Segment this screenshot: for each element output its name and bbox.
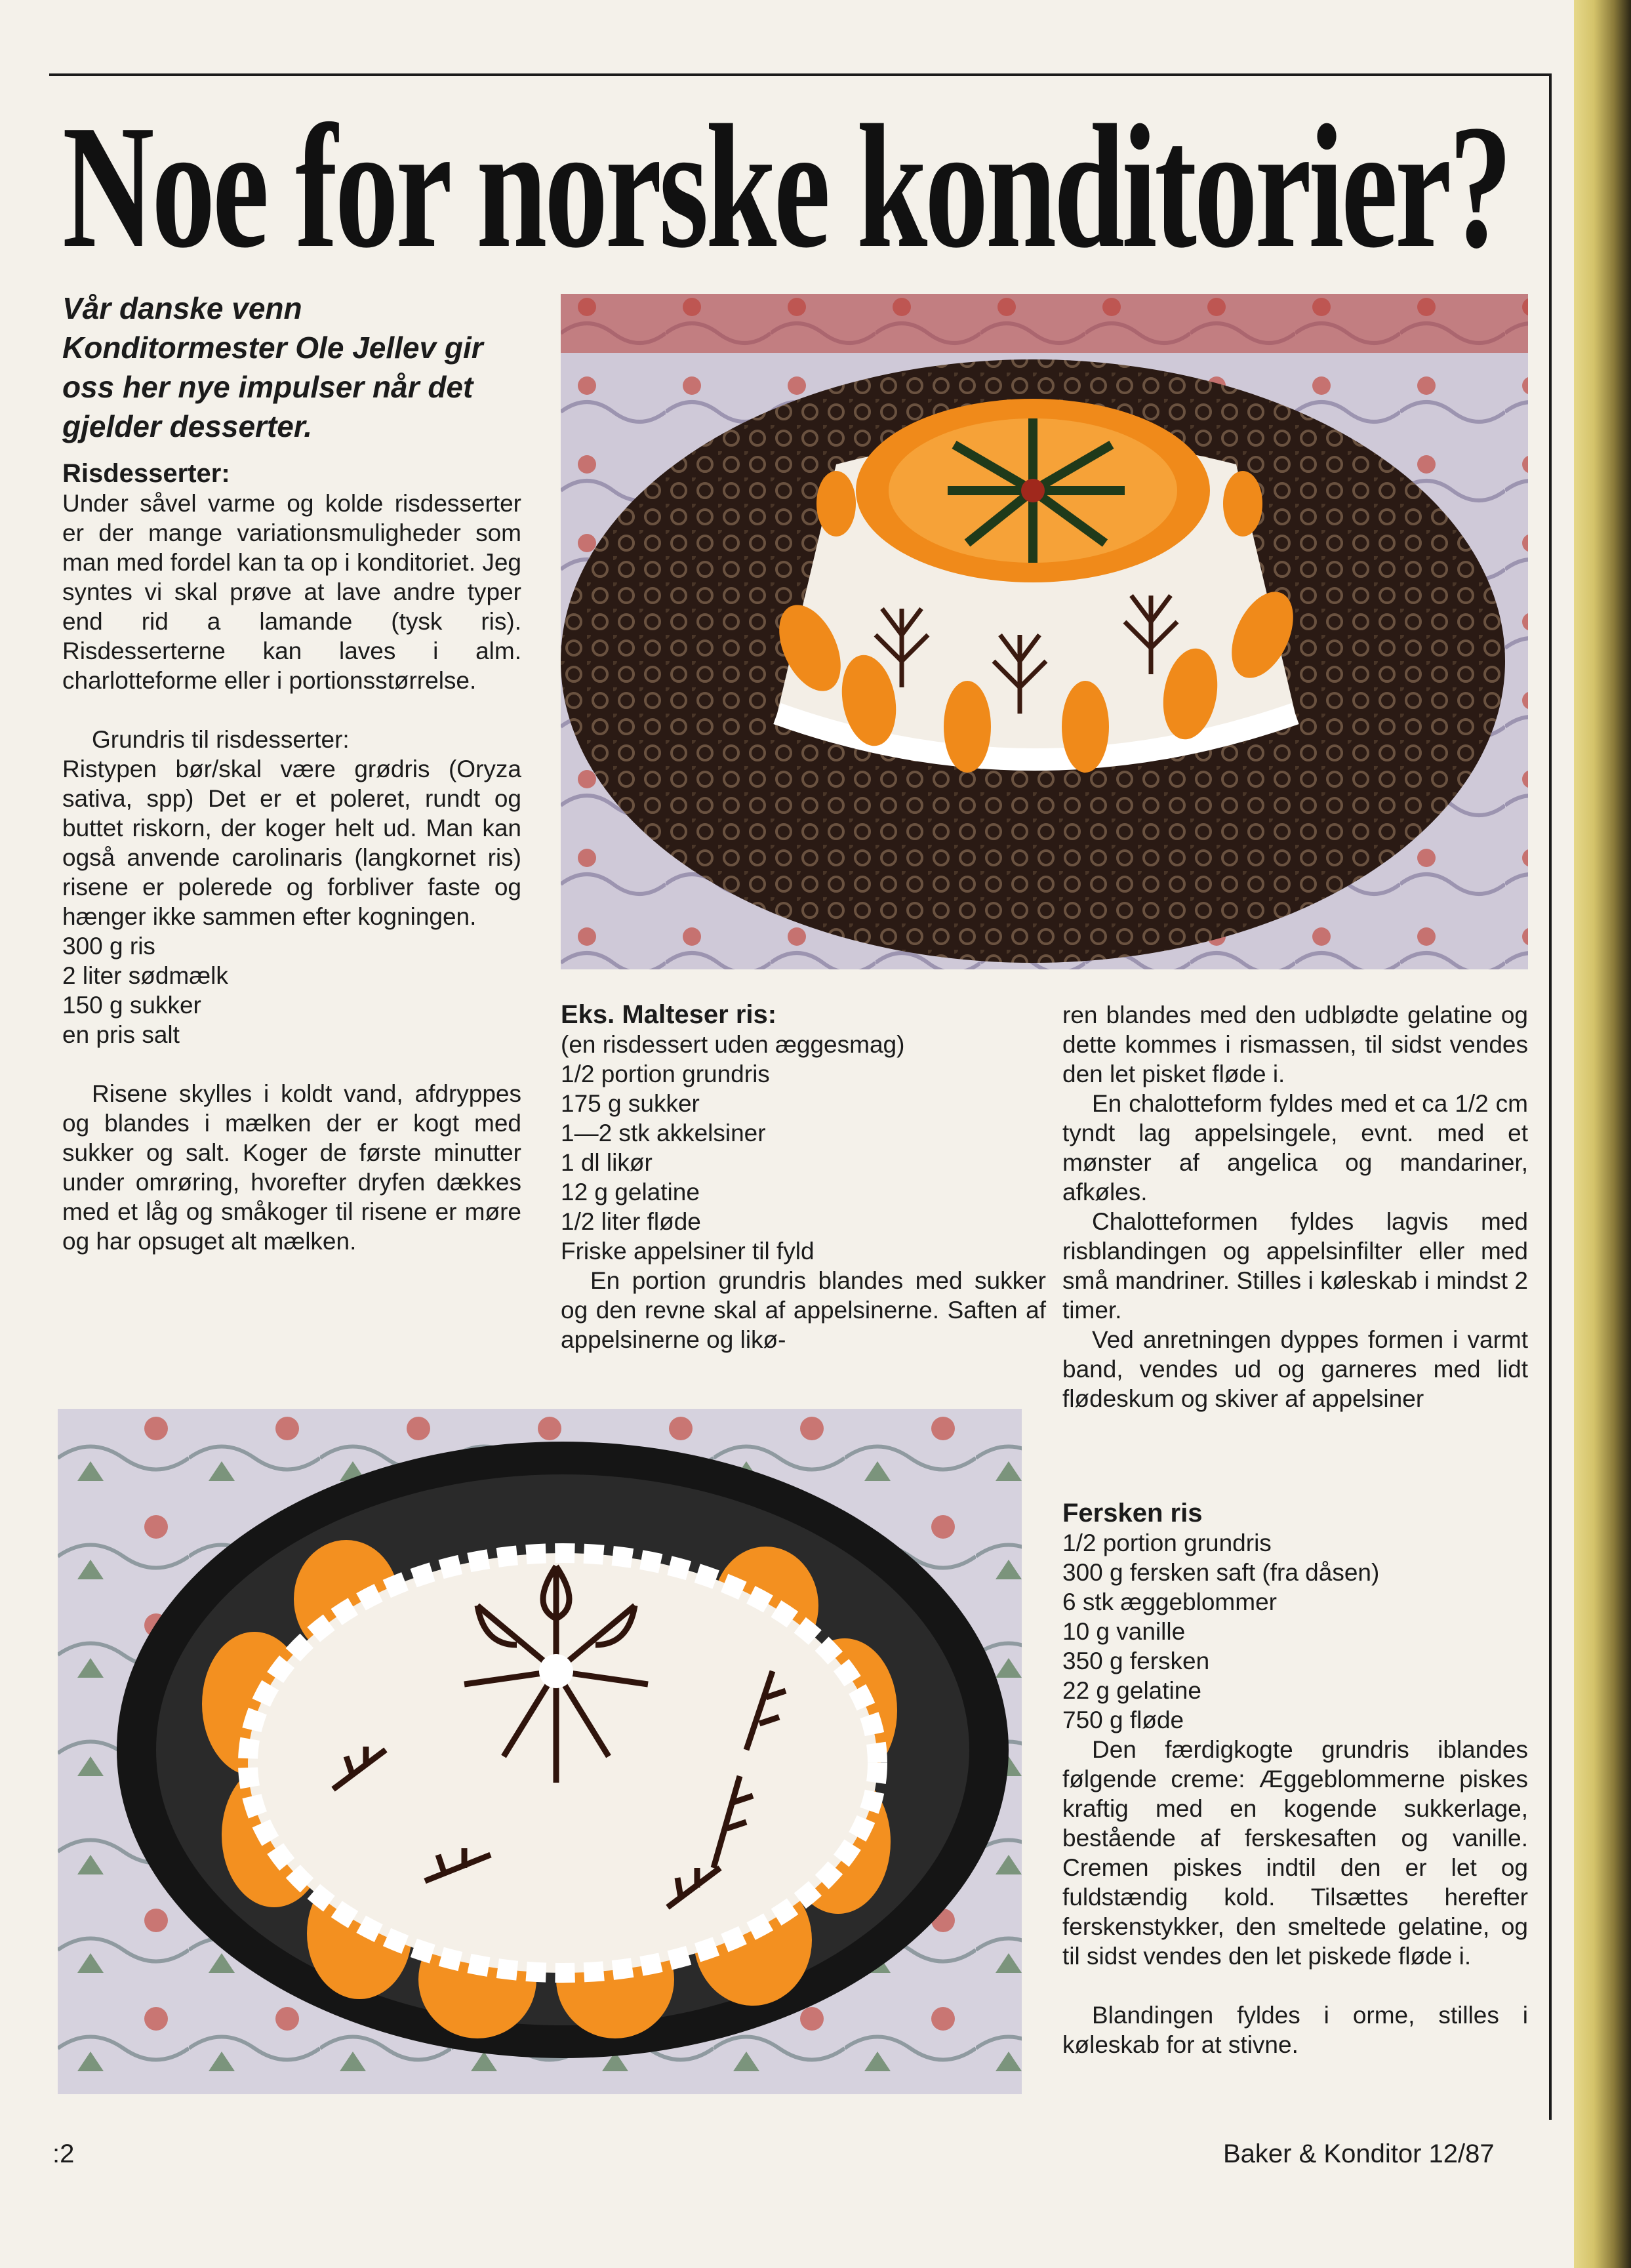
fersken-heading: Fersken ris bbox=[1062, 1499, 1203, 1528]
spacer bbox=[62, 1049, 521, 1079]
ingredient-line: en pris salt bbox=[62, 1021, 180, 1048]
column-3-fersken bbox=[1062, 1499, 1528, 2059]
ingredient-line: 175 g sukker bbox=[561, 1090, 700, 1117]
top-rule bbox=[49, 73, 1551, 76]
risdesserter-text: Under såvel varme og kolde risdesserter er der mange variationsmuligheder som man med fordel kan ta op i konditoriet. Jeg syntes vi skal prøve at lave andre typer end rid a lamande (tysk ris). Risdesserterne kan laves i alm. charlotteforme eller i portionsstørrelse. bbox=[62, 490, 521, 694]
ingredient-line: 750 g fløde bbox=[1062, 1707, 1184, 1733]
ingredient-line: 22 g gelatine bbox=[1062, 1677, 1201, 1704]
risdesserter-heading: Risdesserter: bbox=[62, 459, 230, 488]
ingredient-line: 1/2 portion grundris bbox=[1062, 1529, 1272, 1556]
chalotteform-text: En chalotteform fyldes med et ca 1/2 cm tyndt lag appelsingele, evnt. med et mønster af angelica og mandariner, afkøles. bbox=[1062, 1090, 1528, 1205]
photo-malteser-ris bbox=[561, 294, 1528, 969]
malteser-subtitle: (en risdessert uden æggesmag) bbox=[561, 1031, 905, 1058]
ingredient-line: 6 stk æggeblommer bbox=[1062, 1589, 1277, 1615]
right-rule bbox=[1549, 73, 1552, 2120]
column-2 bbox=[561, 1000, 1046, 1354]
ingredient-line: 350 g fersken bbox=[1062, 1648, 1210, 1674]
column-1 bbox=[62, 459, 521, 1256]
spacer bbox=[62, 695, 521, 725]
ingredient-line: 1/2 liter fløde bbox=[561, 1208, 701, 1235]
malteser-method-text: En portion grundris blandes med sukker og den revne skal af appelsinerne. Saften af appelsinerne og likø- bbox=[561, 1267, 1046, 1353]
spacer bbox=[1062, 1971, 1528, 2000]
layering-text: Chalotteformen fyldes lagvis med risblandingen og appelsinfilter eller med små mandriner. Stilles i køleskab i mindst 2 timer. bbox=[1062, 1208, 1528, 1324]
fersken-ris-illustration bbox=[58, 1409, 1022, 2094]
magazine-spine-edge bbox=[1574, 0, 1631, 2268]
ingredient-line: 1 dl likør bbox=[561, 1149, 653, 1176]
ingredient-line: 10 g vanille bbox=[1062, 1618, 1186, 1645]
malteser-ris-illustration bbox=[561, 294, 1528, 969]
photo-fersken-ris bbox=[58, 1409, 1022, 2094]
ingredient-line: 150 g sukker bbox=[62, 992, 201, 1019]
ingredient-line: 2 liter sødmælk bbox=[62, 962, 228, 989]
method-text: Risene skylles i koldt vand, afdryppes og blandes i mælken der er kogt med sukker og salt. Koger de første minutter under omrøring, hvorefter dryfen dækkes med et låg og småkoger til risene er møre og har opsuget alt mælken. bbox=[62, 1080, 521, 1255]
ingredient-line: 1/2 portion grundris bbox=[561, 1061, 770, 1087]
serving-text: Ved anretningen dyppes formen i varmt band, vendes ud og garneres med lidt flødeskum og skiver af appelsiner bbox=[1062, 1326, 1528, 1412]
column-3 bbox=[1062, 1000, 1528, 1413]
ingredient-line: 1—2 stk akkelsiner bbox=[561, 1120, 766, 1146]
malteser-continued-text: ren blandes med den udblødte gelatine og dette kommes i rismassen, til sidst vendes den let pisket fløde i. bbox=[1062, 1002, 1528, 1087]
page-title: Noe for norske konditorier? bbox=[62, 89, 1510, 285]
grundris-heading: Grundris til risdesserter: bbox=[92, 726, 350, 753]
ingredient-line: Friske appelsiner til fyld bbox=[561, 1238, 815, 1265]
ingredient-line: 300 g ris bbox=[62, 933, 155, 960]
page-number: :2 bbox=[52, 2139, 75, 2168]
closing-text: Blandingen fyldes i orme, stilles i køleskab for at stivne. bbox=[1062, 2002, 1528, 2058]
malteser-heading: Eks. Malteser ris: bbox=[561, 1000, 777, 1029]
ingredient-line: 12 g gelatine bbox=[561, 1179, 700, 1205]
lead-paragraph: Vår danske venn Konditormester Ole Jellev gir oss her nye impulser når det gjelder desserter. bbox=[62, 291, 483, 443]
fersken-method-text: Den færdigkogte grundris iblandes følgende creme: Æggeblommerne piskes kraftig med en kogende sukkerlage, bestående af ferskesaften og vanille. Cremen piskes indtil den er let og fuldstændig kold. Tilsættes herefter ferskenstykker, den smeltede gelatine, og til sidst vendes den let piskede fløde i. bbox=[1062, 1736, 1528, 1970]
grundris-text: Ristypen bør/skal være grødris (Oryza sativa, spp) Det er et poleret, rundt og buttet riskorn, der koger helt ud. Man kan også anvende carolinaris (langkornet ris) risene er polerede og forbliver faste og hænger ikke sammen efter kogningen. bbox=[62, 756, 521, 930]
ingredient-line: 300 g fersken saft (fra dåsen) bbox=[1062, 1559, 1380, 1586]
publication-footer: Baker & Konditor 12/87 bbox=[1223, 2139, 1495, 2168]
